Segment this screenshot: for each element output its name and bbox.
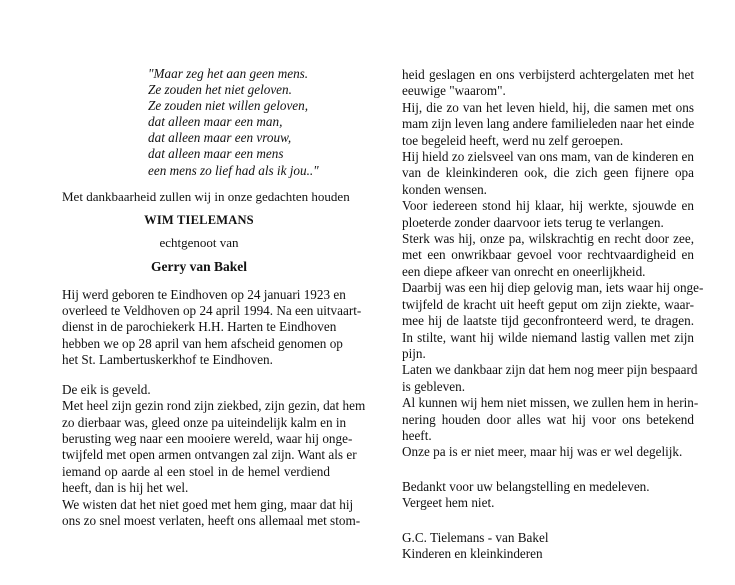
text-line: Met heel zijn gezin rond zijn ziekbed, zijn gezin, dat hem [62, 398, 366, 414]
spouse-name: Gerry van Bakel [151, 258, 247, 274]
poem-line: dat alleen maar een mens [148, 146, 284, 162]
text-line: Hij, die zo van het leven hield, hij, die samen met ons [402, 99, 694, 115]
biography-paragraph [62, 286, 362, 369]
text-line: hebben we op 28 april van hem afscheid genomen op [62, 335, 343, 351]
text-line: De eik is geveld. [62, 381, 151, 397]
text-line: Daarbij was een hij diep gelovig man, iets waar hij onge- [402, 280, 704, 296]
text-line: mam zijn leven lang andere familieleden naar het einde [402, 116, 695, 132]
thanks-note [402, 479, 694, 512]
text-line: iemand op aarde al een stoel in de hemel verdiend [62, 463, 330, 479]
text-line: met een onwrikbaar gevoel voor rechtvaardigheid en [402, 247, 694, 263]
text-line: In stilte, want hij wilde niemand lastig vallen met zijn [402, 329, 694, 345]
text-line: een diepe afkeer van onrecht en oneerlijkheid. [402, 263, 646, 279]
text-line: toe begeleid heeft, werd nu zelf geroepen. [402, 132, 624, 148]
text-line: berusting weg naar een mooiere wereld, waar hij onge- [62, 430, 353, 446]
text-line: is gebleven. [402, 378, 465, 394]
text-line: Sterk was hij, onze pa, wilskrachtig en recht door zee, [402, 231, 694, 247]
text-line: Hij werd geboren te Eindhoven op 24 januari 1923 en [62, 286, 346, 302]
text-line: Vergeet hem niet. [402, 495, 495, 511]
text-line: We wisten dat het niet goed met hem ging, maar dat hij [62, 496, 354, 512]
tribute-paragraph [62, 381, 366, 530]
text-line: Hij hield zo zielsveel van ons mam, van de kinderen en [402, 149, 694, 165]
right-column [402, 67, 704, 562]
text-line: Onze pa is er niet meer, maar hij was er wel degelijk. [402, 444, 683, 460]
text-line: Kinderen en kleinkinderen [402, 545, 543, 561]
text-line: eeuwige "waarom". [402, 83, 506, 99]
text-line: Al kunnen wij hem niet missen, we zullen hem in herin- [402, 395, 699, 411]
tribute-continued [402, 67, 704, 461]
text-line: Laten we dankbaar zijn dat hem nog meer pijn bespaard [402, 362, 698, 378]
intro-text: Met dankbaarheid zullen wij in onze gedachten houden [62, 188, 350, 204]
poem-line: "Maar zeg het aan geen mens. [148, 66, 309, 81]
text-line: ploeterde zonder daarvoor iets terug te verlangen. [402, 214, 664, 230]
spouse-label: echtgenoot van [159, 234, 239, 250]
text-line: nering houden door alles wat hij voor ons betekend [402, 411, 694, 427]
text-line: heeft. [402, 427, 432, 443]
text-line: Bedankt voor uw belangstelling en medeleven. [402, 478, 650, 494]
left-column [62, 66, 366, 529]
poem-line: dat alleen maar een vrouw, [148, 130, 292, 146]
text-line: G.C. Tielemans - van Bakel [402, 529, 549, 545]
text-line: Voor iedereen stond hij klaar, hij werkte, sjouwde en [402, 198, 694, 214]
text-line: ons zo snel moest verlaten, heeft ons allemaal met stom- [62, 512, 361, 528]
signature [402, 530, 694, 563]
poem [148, 66, 330, 179]
text-line: mee hij de laatste tijd geconfronteerd werd, te dragen. [402, 313, 694, 329]
text-line: dienst in de parochiekerk H.H. Harten te Eindhoven [62, 319, 337, 335]
poem-line: Ze zouden het niet geloven. [148, 82, 292, 98]
text-line: konden wensen. [402, 181, 487, 197]
text-line: heeft, dan is hij het wel. [62, 480, 189, 496]
text-line: zo dierbaar was, gleed onze pa uiteindelijk kalm en in [62, 414, 347, 430]
text-line: het St. Lambertuskerkhof te Eindhoven. [62, 352, 273, 368]
poem-line: Ze zouden niet willen geloven, [148, 98, 309, 114]
text-line: van de kleinkinderen ook, die zich geen fijnere opa [402, 165, 694, 181]
text-line: overleed te Veldhoven op 24 april 1994. Na een uitvaart- [62, 303, 362, 319]
text-line: twijfeld met open armen ontvangen zal zijn. Want als er [62, 447, 357, 463]
poem-line: een mens zo lief had als ik jou.." [148, 162, 319, 178]
text-line: twijfeld de kracht uit heeft geput om zijn ziekte, waar- [402, 296, 694, 312]
text-line: heid geslagen en ons verbijsterd achtergelaten met het [402, 67, 694, 82]
poem-line: dat alleen maar een man, [148, 114, 283, 130]
text-line: pijn. [402, 345, 426, 361]
deceased-name: WIM TIELEMANS [144, 212, 254, 227]
